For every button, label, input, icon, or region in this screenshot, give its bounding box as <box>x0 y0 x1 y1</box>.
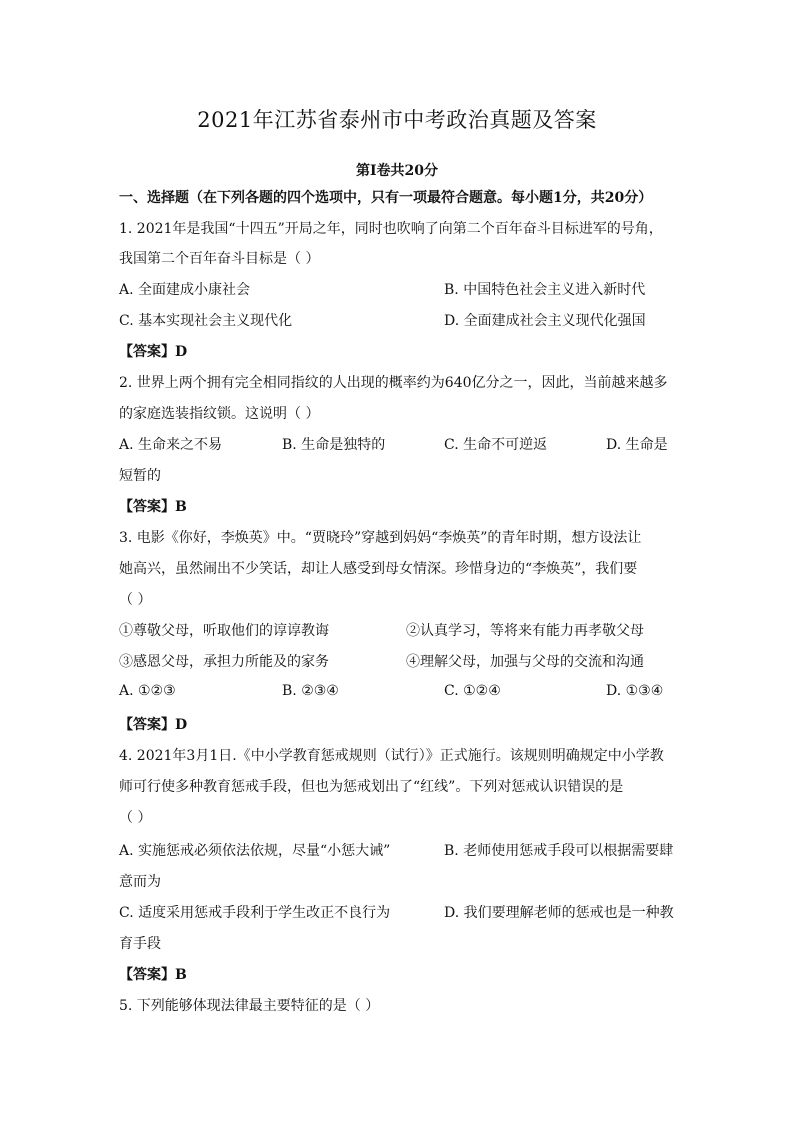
q2-option-c: C. 生命不可逆返 <box>444 437 548 453</box>
q4-stem-line3: （ ） <box>119 810 152 826</box>
q5-stem-line1: 5. 下列能够体现法律最主要特征的是（ ） <box>119 998 380 1014</box>
q3-stem-line1: 3. 电影《你好，李焕英》中。“贾晓玲”穿越到妈妈“李焕英”的青年时期，想方设法让 <box>119 530 642 546</box>
q3-statement-3: ③感恩父母，承担力所能及的家务 <box>119 654 329 670</box>
q4-option-a: A. 实施惩戒必须依法依规，尽量“小惩大诫” <box>119 843 391 859</box>
q2-option-d-continued: 短暂的 <box>119 468 161 484</box>
q3-option-d: D. ①③④ <box>606 683 664 699</box>
section-heading: 一、选择题（在下列各题的四个选项中，只有一项最符合题意。每小题1分，共20分） <box>119 190 653 206</box>
q4-stem-line1: 4. 2021年3月1日.《中小学教育惩戒规则（试行）》正式施行。该规则明确规定中小学教 <box>119 748 664 764</box>
q3-statement-2: ②认真学习，等将来有能力再孝敬父母 <box>406 623 644 639</box>
q2-option-b: B. 生命是独特的 <box>282 437 386 453</box>
q4-stem-line2: 师可行使多种教育惩戒手段，但也为惩戒划出了“红线”。下列对惩戒认识错误的是 <box>119 779 624 795</box>
q1-option-a: A. 全面建成小康社会 <box>119 282 251 298</box>
q2-option-d: D. 生命是 <box>606 437 668 453</box>
q2-answer: 【答案】B <box>119 499 187 515</box>
q1-answer: 【答案】D <box>119 344 188 360</box>
q2-stem-line1: 2. 世界上两个拥有完全相同指纹的人出现的概率约为640亿分之一，因此，当前越来越多 <box>119 375 668 391</box>
q4-option-c: C. 适度采用惩戒手段利于学生改正不良行为 <box>119 905 391 921</box>
q2-stem-line2: 的家庭选装指纹锁。这说明（ ） <box>119 406 320 422</box>
q4-option-b-continued: 意而为 <box>119 874 161 890</box>
q1-stem-line1: 1. 2021年是我国“十四五”开局之年，同时也吹响了向第二个百年奋斗目标进军的号角， <box>119 221 663 237</box>
q3-option-b: B. ②③④ <box>282 683 339 699</box>
q3-statement-1: ①尊敬父母，听取他们的谆谆教诲 <box>119 623 329 639</box>
q3-option-a: A. ①②③ <box>119 683 176 699</box>
q4-option-d-continued: 育手段 <box>119 936 161 952</box>
q4-option-b: B. 老师使用惩戒手段可以根据需要肆 <box>444 843 674 859</box>
q1-option-c: C. 基本实现社会主义现代化 <box>119 313 293 329</box>
q3-answer: 【答案】D <box>119 717 188 733</box>
section-title: 第Ⅰ卷共20分 <box>355 163 439 179</box>
q2-option-a: A. 生命来之不易 <box>119 437 223 453</box>
q1-option-b: B. 中国特色社会主义进入新时代 <box>444 282 646 298</box>
q3-stem-line2: 她高兴，虽然闹出不少笑话，却让人感受到母女情深。珍惜身边的“李焕英”，我们要 <box>119 561 638 577</box>
q1-stem-line2: 我国第二个百年奋斗目标是（ ） <box>119 251 320 267</box>
q3-statement-4: ④理解父母，加强与父母的交流和沟通 <box>406 654 644 670</box>
q3-option-c: C. ①②④ <box>444 683 501 699</box>
document-title: 2021年江苏省泰州市中考政治真题及答案 <box>197 108 597 132</box>
q1-option-d: D. 全面建成社会主义现代化强国 <box>444 313 646 329</box>
q4-answer: 【答案】B <box>119 967 187 983</box>
q4-option-d: D. 我们要理解老师的惩戒也是一种教 <box>444 905 674 921</box>
q3-stem-line3: （ ） <box>119 592 152 608</box>
